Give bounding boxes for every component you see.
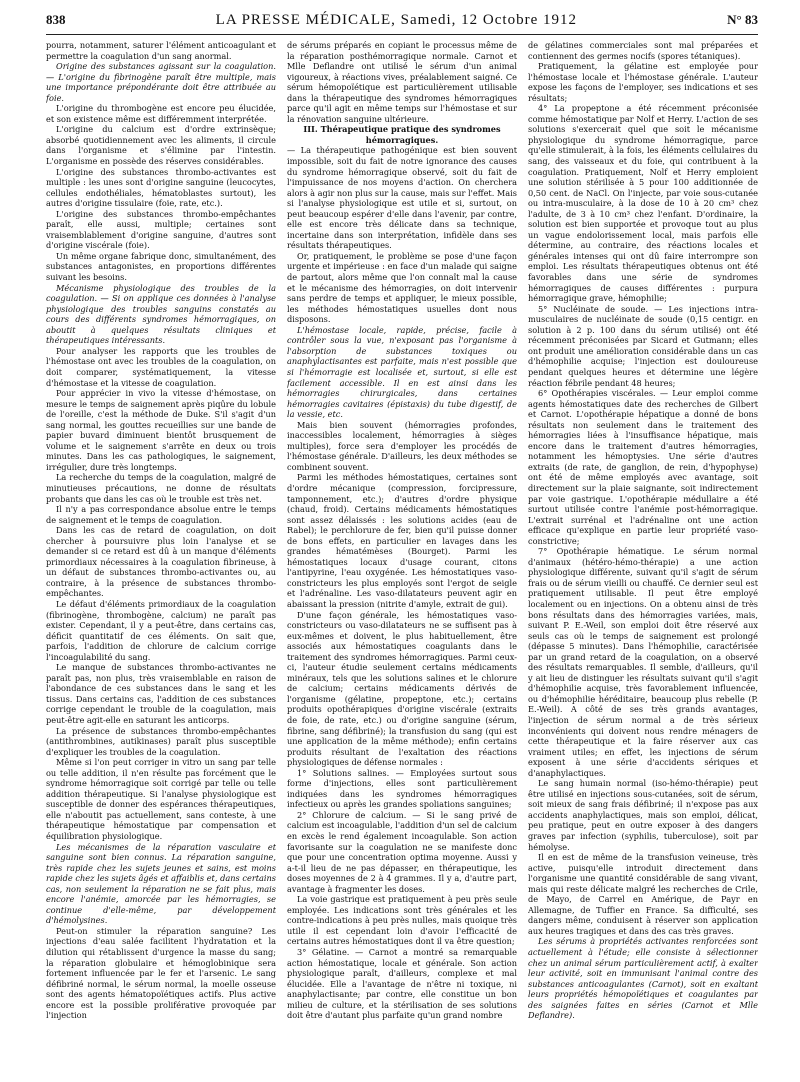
paragraph: L'origine du calcium est d'ordre extrinsèque; absorbé quotidiennement avec les aliments, il circule dans l'organisme et s'élimine par l'intestin. L'organisme en possède des réserves considérables. bbox=[46, 124, 276, 167]
paragraph: L'origine des substances thrombo-activantes est multiple : les unes sont d'origine sanguine (leucocytes, cellules endothéliales, hématoblastes surtout), les autres d'origine tissulaire (foie, rate, etc.). bbox=[46, 166, 276, 209]
paragraph: Il n'y a pas correspondance absolue entre le temps de saignement et le temps de coagulation. bbox=[46, 504, 276, 525]
paragraph: Parmi les méthodes hémostatiques, certaines sont d'ordre mécanique (compression, forcipressure, tamponnement, etc.); d'autres d'ordre physique (chaud, froid). Certains médicaments hémostatiques sont assez délaissés : les solutions acides (eau de Rabel); le perchlorure de fer, bien qu'il puisse donner de bons effets, en particulier en lavages dans les grandes hématémèses (Bourget). Parmi les hémostatiques locaux d'usage courant, citons l'antipyrine, l'eau oxygénée. Les hémostatiques vaso-constricteurs les plus employés sont l'ergot de seigle et l'adrénaline. Les vaso-dilatateurs peuvent agir en abaissant la pression (nitrite d'amyle, extrait de gui). bbox=[287, 472, 517, 609]
paragraph: III. Thérapeutique pratique des syndromes hémorragiques. bbox=[303, 124, 501, 145]
paragraph: L'origine du thrombogène est encore peu élucidée, et son existence même est différemment interprétée. bbox=[46, 103, 276, 124]
column-2 bbox=[287, 40, 517, 1070]
paragraph: pourra, notamment, saturer l'élément anticoagulant et permettre la coagulation d'un sang anormal. bbox=[46, 40, 276, 61]
paragraph: D'une façon générale, les hémostatiques vaso-constricteurs ou vaso-dilatateurs ne se suffisent pas à eux-mêmes et doivent, le plus habituellement, être associés aux hémostatiques coagulants dans le traitement des syndromes hémorragiques. Parmi ceux-ci, l'auteur étudie seulement certains médicaments minéraux, tels que les solutions salines et le chlorure de calcium; certains médicaments dérivés de l'organisme (gélatine, propeptone, etc.); certains produits opothérapiques d'origine viscérale (extraits de foie, de rate, etc.) ou d'origine sanguine (sérum, fibrine, sang défibriné); la transfusion du sang (qui est une application de la même méthode); enfin certains produits résultant de l'exaltation des réactions physiologiques de défense normales : bbox=[287, 609, 517, 768]
journal-title: LA PRESSE MÉDICALE, Samedi, 12 Octobre 1912 bbox=[215, 12, 577, 28]
paragraph: Mais bien souvent (hémorragies profondes, inaccessibles localement, hémorragies à sièges multiples), force sera d'employer les procédés de l'hémostase générale. D'ailleurs, les deux méthodes se combinent souvent. bbox=[287, 419, 517, 472]
paragraph: Dans les cas de retard de coagulation, on doit chercher à poursuivre plus loin l'analyse et se demander si ce retard est dû à un manque d'éléments primordiaux nécessaires à la coagulation fibrineuse, à un défaut de substances thrombo-activantes ou, au contraire, à la présence de substances thrombo-empêchantes. bbox=[46, 525, 276, 599]
paragraph: L'origine des substances thrombo-empêchantes paraît, elle aussi, multiple; certaines sont vraisemblablement d'origine sanguine, d'autres sont d'origine viscérale (foie). bbox=[46, 208, 276, 251]
paragraph: Pratiquement, la gélatine est employée pour l'hémostase locale et l'hémostase générale. L'auteur expose les façons de l'employer, ses indications et ses résultats; bbox=[528, 61, 758, 103]
paragraph: Les sérums à propriétés activantes renforcées sont actuellement à l'étude; elle consiste à sélectionner chez un animal sérum particulièrement actif, à exalter leur activité, soit en immunisant l'animal contre des substances anticoagulantes (Carnot), soit en exaltant leurs propriétés hémopoïétiques et coagulantes par des saignées faites en séries (Carnot et Mlle Deflandre). bbox=[528, 936, 758, 1021]
paragraph: Or, pratiquement, le problème se pose d'une façon urgente et impérieuse : en face d'un malade qui saigne de partout, alors même que l'on connaît mal la cause et le mécanisme des hémorragies, on doit intervenir sans perdre de temps et appliquer, le mieux possible, les méthodes hémostatiques usuelles dont nous disposons. bbox=[287, 250, 517, 325]
paragraph: Même si l'on peut corriger in vitro un sang par telle ou telle addition, il n'en résulte pas forcément que le syndrome hémorragique soit corrigé par telle ou telle addition thérapeutique. Si l'analyse physiologique est susceptible de donner des espérances thérapeutiques, elle n'aboutit pas actuellement, sans conteste, à une thérapeutique hémostatique par compensation et équilibration physiologique. bbox=[46, 757, 276, 842]
paragraph: Le défaut d'éléments primordiaux de la coagulation (fibrinogène, thrombogène, calcium) ne paraît pas exister. Cependant, il y a peut-être, dans certains cas, déficit quantitatif de ces éléments. On sait que, parfois, l'addition de chlorure de calcium corrige l'incoagulabilité du sang. bbox=[46, 598, 276, 662]
paragraph: — La thérapeutique pathogénique est bien souvent impossible, soit du fait de notre ignorance des causes du syndrome hémorragique observé, soit du fait de l'impuissance de nos moyens d'action. On cherchera alors à agir non plus sur la cause, mais sur l'effet. Mais si l'analyse physiologique est utile et si, surtout, on peut beaucoup espérer d'elle dans l'avenir, par contre, elle est encore très délicate dans sa technique, incertaine dans son interprétation, infidèle dans ses résultats thérapeutiques. bbox=[287, 145, 517, 251]
paragraph: 4° La propeptone a été récemment préconisée comme hémostatique par Nolf et Herry. L'action de ses solutions s'exercerait quel que soit le mécanisme physiologique du syndrome hémorragique, parce qu'elle stimulerait, à la fois, les éléments cellulaires du sang, des vaisseaux et du foie, qui contribuent à la coagulation. Pratiquement, Nolf et Herry emploient une solution stérilisée à 5 pour 100 additionnée de 0,50 cent. de NaCl. On l'injecte, par voie sous-cutanée ou intra-musculaire, à la dose de 10 à 20 cm³ chez l'adulte, de 3 à 10 cm³ chez l'enfant. D'ordinaire, la solution est bien supportée et provoque tout au plus un vague endolorissement local, mais parfois elle détermine, au contraire, des réactions locales et générales intenses qui ont dû faire interrompre son emploi. Les résultats thérapeutiques obtenus ont été favorables dans une série de syndromes hémorragiques de causes différentes : purpura hémorragique grave, hémophilie; bbox=[528, 103, 758, 304]
paragraph: Mécanisme physiologique des troubles de la coagulation. — Si on applique ces données à l'analyse physiologique des troubles sanguins constatés au cours des différents syndromes hémorragiques, on aboutit à quelques résultats cliniques et thérapeutiques intéressants. bbox=[46, 282, 276, 346]
paragraph: Pour apprécier in vivo la vitesse d'hémostase, on mesure le temps de saignement après piqûre du lobule de l'oreille, c'est la méthode de Duke. S'il s'agit d'un sang normal, les gouttes recueillies sur une bande de papier buvard diminuent bientôt brusquement de volume et le saignement s'arrête en deux ou trois minutes. Dans les cas pathologiques, le saignement, irrégulier, dure très longtemps. bbox=[46, 388, 276, 472]
issue-number: N° 83 bbox=[727, 12, 758, 27]
paragraph: Origine des substances agissant sur la coagulation. — L'origine du fibrinogène paraît être multiple, mais une importance prépondérante doit être attribuée au foie. bbox=[46, 61, 276, 103]
paragraph: 2° Chlorure de calcium. — Si le sang privé de calcium est incoagulable, l'addition d'un sel de calcium en excès le rend également incoagulable. Son action favorisante sur la coagulation ne se manifeste donc que pour une concentration optima moyenne. Aussi y a-t-il lieu de ne pas dépasser, en thérapeutique, les doses moyennes de 2 à 4 grammes. Il y a, d'autre part, avantage à fragmenter les doses. bbox=[287, 809, 517, 894]
paragraph: Pour analyser les rapports que les troubles de l'hémostase ont avec les troubles de la coagulation, on doit comparer, systématiquement, la vitesse d'hémostase et la vitesse de coagulation. bbox=[46, 345, 276, 388]
paragraph: La recherche du temps de la coagulation, malgré de minutieuses précautions, ne donne de résultats probants que dans les cas où le trouble est très net. bbox=[46, 472, 276, 504]
paragraph: La voie gastrique est pratiquement à peu près seule employée. Les indications sont très générales et les contre-indications à peu près nulles, mais quoique très utile il est cependant loin d'avoir l'efficacité de certains autres hémostatiques dont il va être question; bbox=[287, 894, 517, 947]
column-3 bbox=[528, 40, 758, 1070]
paragraph: 3° Gélatine. — Carnot a montré sa remarquable action hémostatique, locale et générale. Son action physiologique paraît, d'ailleurs, complexe et mal élucidée. Elle a l'avantage de n'être ni toxique, ni anaphylactisante; par contre, elle constitue un bon milieu de culture, et la stérilisation de ses solutions doit être d'autant plus parfaite qu'un grand nombre bbox=[287, 947, 517, 1021]
paragraph: 6° Opothérapies viscérales. — Leur emploi comme agents hémostatiques date des recherches de Gilbert et Carnot. L'opothérapie hépatique a donné de bons résultats non seulement dans le traitement des hémorragies liées à l'insuffisance hépatique, mais encore dans le traitement d'autres hémorragies, notamment les hémoptysies. Une série d'autres extraits (de rate, de ganglion, de rein, d'hypophyse) ont été de même employés avec avantage, soit directement sur la plaie saignante, soit indirectement par voie gastrique. L'opothérapie médullaire a été surtout utilisée contre l'anémie post-hémorragique. L'extrait surrénal et l'adrénaline ont une action efficace qu'explique en partie leur propriété vaso-constrictive; bbox=[528, 388, 758, 546]
paragraph: 7° Opothérapie hématique. Le sérum normal d'animaux (hétéro-hémo-thérapie) a une action physiologique différente, suivant qu'il s'agit de sérum frais ou de sérum vieilli ou chauffé. Ce dernier seul est pratiquement utilisable. Il peut être employé localement ou en injections. On a obtenu ainsi de très bons résultats dans des hémorragies variées, mais, suivant P. E.-Weil, son emploi doit être réservé aux seuls cas où le temps de saignement est prolongé (dépasse 5 minutes). Dans l'hémophilie, caractérisée par un grand retard de la coagulation, on a observé des résultats remarquables. Il semble, d'ailleurs, qu'il y ait lieu de distinguer les résultats suivant qu'il s'agit d'hémophilie acquise, très favorablement influencée, ou d'hémophilie héréditaire, beaucoup plus rebelle (P. E.-Weil). A côté de ses très grands avantages, l'injection de sérum normal a de très sérieux inconvénients qui doivent nous rendre ménagers de cette thérapeutique et la faire réserver aux cas vraiment utiles; en effet, les injections de sérum exposent à une série d'accidents sériques et d'anaphylactiques. bbox=[528, 546, 758, 778]
paragraph: Il en est de même de la transfusion veineuse, très active, puisqu'elle introduit directement dans l'organisme une quantité considérable de sang vivant, mais qui reste délicate malgré les recherches de Crile, de Mayo, de Carrel en Amérique, de Payr en Allemagne, de Tuffier en France. Sa difficulté, ses dangers même, conduisent à réserver son application aux heures tragiques et dans des cas très graves. bbox=[528, 852, 758, 936]
page-header bbox=[46, 12, 758, 35]
paragraph: Les mécanismes de la réparation vasculaire et sanguine sont bien connus. La réparation sanguine, très rapide chez les sujets jeunes et sains, est moins rapide chez les sujets âgés et affaiblis et, dans certains cas, non seulement la réparation ne se fait plus, mais encore l'anémie, amorcée par les hémorragies, se continue d'elle-même, par développement d'hémolysines. bbox=[46, 841, 276, 926]
paragraph: Un même organe fabrique donc, simultanément, des substances antagonistes, en proportions différentes suivant les besoins. bbox=[46, 250, 276, 283]
paragraph: de sérums préparés en copiant le processus même de la réparation posthémorragique normale. Carnot et Mlle Deflandre ont utilisé le sérum d'un animal vigoureux, à réactions vives, préalablement saigné. Ce sérum hémopoïétique est particulièrement utilisable dans la thérapeutique des syndromes hémorragiques parce qu'il agit en même temps sur l'hémostase et sur la rénovation sanguine ultérieure. bbox=[287, 40, 517, 124]
paragraph: L'hémostase locale, rapide, précise, facile à contrôler sous la vue, n'exposant pas l'organisme à l'absorption de substances toxiques ou anaphylactisantes est parfaite, mais n'est possible que si l'hémorragie est localisée et, surtout, si elle est facilement accessible. Il en est ainsi dans les hémorragies chirurgicales, dans certaines hémorragies cavitaires (épistaxis) du tube digestif, de la vessie, etc. bbox=[287, 324, 517, 420]
paragraph: Peut-on stimuler la réparation sanguine? Les injections d'eau salée facilitent l'hydratation et la dilution qui rétablissent d'urgence la masse du sang; la réparation globulaire et hémoglobinique sera fortement influencée par le fer et l'arsenic. Le sang défibriné normal, le sérum normal, la moelle osseuse sont des agents hématopoïétiques actifs. Plus active encore est la possible proliférative provoquée par l'injection bbox=[46, 925, 276, 1021]
paragraph: Le manque de substances thrombo-activantes ne paraît pas, non plus, très vraisemblable en raison de l'abondance de ces substances dans le sang et les tissus. Dans certains cas, l'addition de ces substances corrige cependant le trouble de la coagulation, mais peut-être agit-elle en saturant les anticorps. bbox=[46, 662, 276, 725]
page-number: 838 bbox=[46, 12, 66, 27]
paragraph: de gélatines commerciales sont mal préparées et contiennent des germes nocifs (spores tétaniques). bbox=[528, 40, 758, 61]
column-1 bbox=[46, 40, 276, 1070]
paragraph: Le sang humain normal (iso-hémo-thérapie) peut être utilisé en injections sous-cutanées, soit de sérum, soit mieux de sang frais défibriné; il n'expose pas aux accidents anaphylactiques, mais son emploi, délicat, peu pratique, peut en outre exposer à des dangers graves par infection (syphilis, tuberculose), soit par hémolyse. bbox=[528, 778, 758, 852]
paragraph: 5° Nucléinate de soude. — Les injections intra-musculaires de nucléinate de soude (0,15 centigr. en solution à 2 p. 100 dans du sérum utilisé) ont été récemment préconisées par Sicard et Gutmann; elles ont produit une amélioration considérable dans un cas d'hémophilie acquise; l'injection est douloureuse pendant quelques heures et détermine une légère réaction fébrile pendant 48 heures; bbox=[528, 303, 758, 388]
paragraph: 1° Solutions salines. — Employées surtout sous forme d'injections, elles sont particulièrement indiquées dans les syndromes hémorragiques infectieux ou après les grandes spoliations sanguines; bbox=[287, 767, 517, 810]
paragraph: La présence de substances thrombo-empêchantes (antithrombines, autikinases) paraît plus susceptible d'expliquer les troubles de la coagulation. bbox=[46, 725, 276, 757]
